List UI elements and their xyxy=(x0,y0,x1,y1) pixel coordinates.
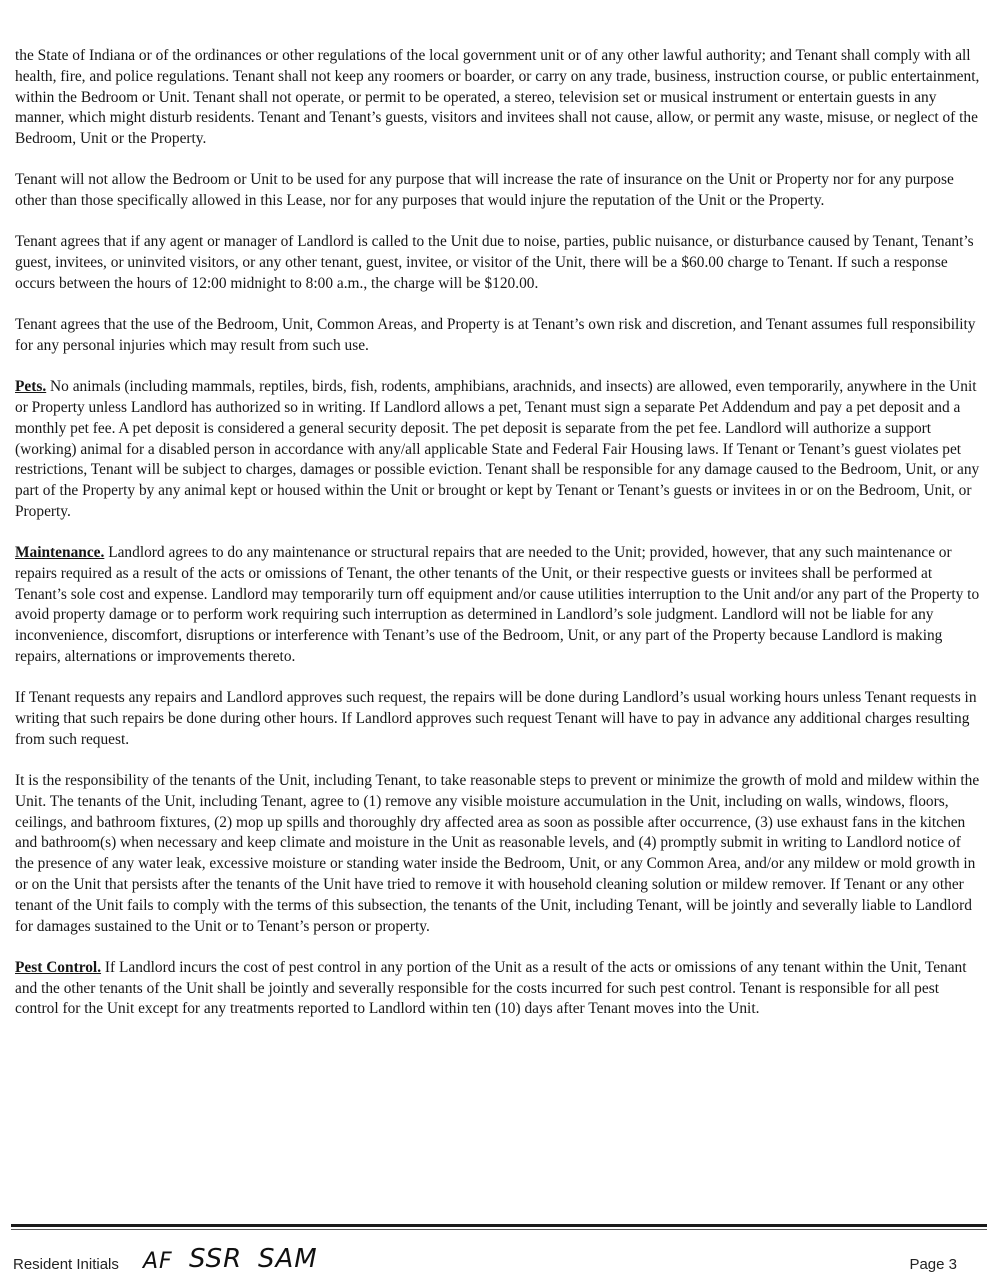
document-body xyxy=(15,46,983,1041)
footer-divider xyxy=(11,1224,987,1227)
paragraph-text: Tenant agrees that if any agent or manager of Landlord is called to the Unit due to noise, parties, public nuisance, or disturbance caused by Tenant, Tenant’s guest, invitees, or uninvited visitors, or any other tenant, guest, invitee, or visitor of the Unit, there will be a $60.00 charge to Tenant. If such a response occurs between the hours of 12:00 midnight to 8:00 a.m., the charge will be $120.00. xyxy=(15,233,974,292)
page-number: Page 3 xyxy=(909,1256,957,1273)
section-heading-maintenance: Maintenance. xyxy=(15,544,105,562)
paragraph-conduct-continued xyxy=(15,46,983,150)
paragraph-text: No animals (including mammals, reptiles, birds, fish, rodents, amphibians, arachnids, and insects) are allowed, even temporarily, anywhere in the Unit or Property unless Landlord has authorized so in writing. If Landlord allows a pet, Tenant must sign a separate Pet Addendum and pay a pet deposit and a monthly pet fee. A pet deposit is considered a general security deposit. The pet deposit is separate from the pet fee. Landlord will authorize a support (working) animal for a disabled person in accordance with any/all applicable State and Federal Fair Housing laws. If Tenant or Tenant’s guest violates pet restrictions, Tenant will be subject to charges, damages or possible eviction. Tenant shall be responsible for any damage caused to the Bedroom, Unit, or any part of the Property by any animal kept or housed within the Unit or brought or kept by Tenant or Tenant’s guests or invitees in or on the Bedroom, Unit, or Property. xyxy=(15,378,980,520)
paragraph-pest-control xyxy=(15,958,983,1020)
paragraph-text: Landlord agrees to do any maintenance or structural repairs that are needed to the Unit; provided, however, that any such maintenance or repairs required as a result of the acts or omissions of Tenant, the other tenants of the Unit, or their respective guests or invitees shall be performed at Tenant’s sole cost and expense. Landlord may temporarily turn off equipment and/or cause utilities interruption to the Unit and/or any part of the Property to avoid property damage or to perform work requiring such interruption as determined in Landlord’s sole judgment. Landlord will not be liable for any inconvenience, discomfort, disruptions or interference with Tenant’s use of the Bedroom, Unit, or any part of the Property because Landlord is making repairs, alternations or improvements thereto. xyxy=(15,544,980,666)
paragraph-mold xyxy=(15,771,983,937)
paragraph-text: Tenant agrees that the use of the Bedroom, Unit, Common Areas, and Property is at Tenant’s own risk and discretion, and Tenant assumes full responsibility for any personal injuries which may result from such use. xyxy=(15,316,976,354)
section-heading-pest-control: Pest Control. xyxy=(15,958,102,976)
page-footer xyxy=(13,1244,987,1281)
paragraph-own-risk xyxy=(15,315,983,357)
paragraph-pets xyxy=(15,377,983,523)
initials-handwritten-2: SSR xyxy=(189,1244,243,1274)
resident-initials-label: Resident Initials xyxy=(13,1256,119,1273)
initials-handwritten-1: AF xyxy=(143,1249,173,1274)
paragraph-response-charge xyxy=(15,232,983,294)
paragraph-text: Tenant will not allow the Bedroom or Unit to be used for any purpose that will increase the rate of insurance on the Unit or Property nor for any purpose other than those specifically allowed in this Lease, nor for any purposes that would injure the reputation of the Unit or the Property. xyxy=(15,171,954,210)
paragraph-text: If Landlord incurs the cost of pest control in any portion of the Unit as a result of the acts or omissions of any tenant within the Unit, Tenant and the other tenants of the Unit shall be jointly and severally responsible for the costs incurred for such pest control. Tenant is responsible for all pest control for the Unit except for any treatments reported to Landlord within ten (10) days after Tenant moves into the Unit. xyxy=(15,958,967,1018)
footer-divider-thin xyxy=(11,1229,987,1230)
paragraph-text: the State of Indiana or of the ordinances or other regulations of the local government unit or of any other lawful authority; and Tenant shall comply with all health, fire, and police regulations. Tenant shall not keep any roomers or boarder, or carry on any trade, business, instruction course, or public entertainment, within the Bedroom or Unit. Tenant shall not operate, or permit to be operated, a stereo, television set or musical instrument or entertain guests in any manner, which might disturb residents. Tenant and Tenant’s guests, visitors and invitees shall not cause, allow, or permit any waste, misuse, or neglect of the Bedroom, Unit or the Property. xyxy=(15,47,980,148)
initials-handwritten-3: SAM xyxy=(258,1244,318,1274)
paragraph-maintenance xyxy=(15,543,983,668)
section-heading-pets: Pets. xyxy=(15,378,47,396)
paragraph-text: If Tenant requests any repairs and Landlord approves such request, the repairs will be done during Landlord’s usual working hours unless Tenant requests in writing that such repairs be done during other hours. If Landlord approves such request Tenant will have to pay in advance any additional charges resulting from such request. xyxy=(15,689,977,748)
paragraph-text: It is the responsibility of the tenants of the Unit, including Tenant, to take reasonable steps to prevent or minimize the growth of mold and mildew within the Unit. The tenants of the Unit, including Tenant, agree to (1) remove any visible moisture accumulation in the Unit, including on walls, windows, floors, ceilings, and bathroom fixtures, (2) mop up spills and thoroughly dry affected area as soon as possible after occurrence, (3) use exhaust fans in the kitchen and bathroom(s) when necessary and keep climate and moisture in the Unit as reasonable levels, and (4) promptly submit in writing to Landlord notice of the presence of any water leak, excessive moisture or standing water inside the Bedroom, Unit, or any Common Area, and/or any mildew or mold growth in or on the Unit that persists after the tenants of the Unit have tried to remove it with household cleaning solution or mildew remover. If Tenant or any other tenant of the Unit fails to comply with the terms of this subsection, the tenants of the Unit, including Tenant, will be jointly and severally liable to Landlord for damages sustained to the Unit or to Tenant’s person or property. xyxy=(15,772,980,935)
paragraph-repair-requests xyxy=(15,688,983,750)
paragraph-insurance xyxy=(15,170,983,212)
